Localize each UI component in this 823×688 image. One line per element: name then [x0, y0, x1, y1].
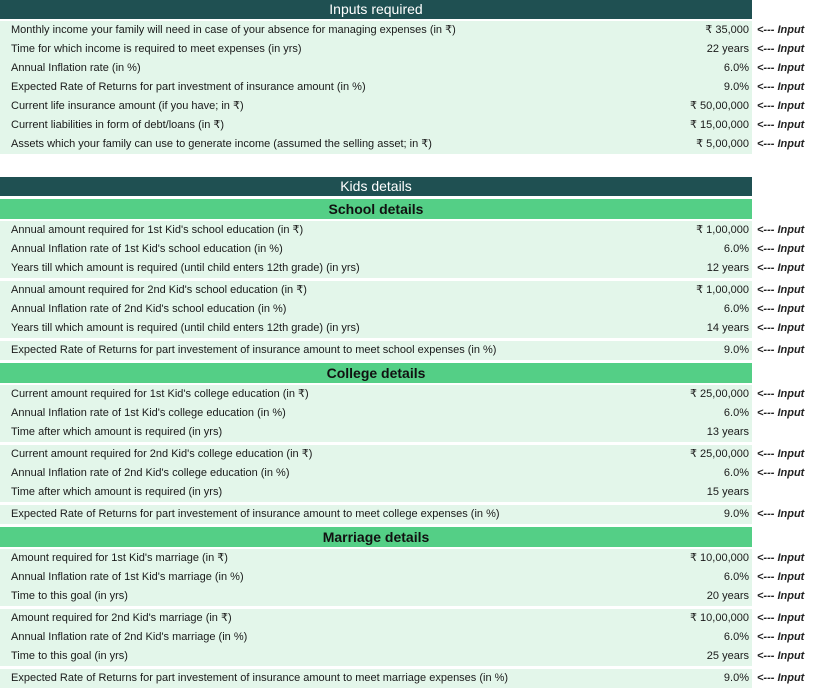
school-row-label: Annual amount required for 1st Kid's school education (in ₹)	[11, 224, 304, 236]
school-row	[0, 281, 752, 300]
inputs-row-value[interactable]: 9.0%	[723, 81, 749, 93]
input-indicator: <--- Input	[757, 672, 805, 684]
inputs-row-value[interactable]: ₹ 35,000	[705, 24, 749, 36]
kids-details-header: Kids details	[0, 177, 752, 196]
marriage-row-value[interactable]: ₹ 10,00,000	[690, 612, 749, 624]
school-row-value[interactable]: ₹ 1,00,000	[696, 284, 749, 296]
inputs-row	[0, 78, 752, 97]
school-row	[0, 240, 752, 259]
inputs-row-label: Assets which your family can use to generate income (assumed the selling asset; in ₹)	[11, 138, 432, 150]
school-row	[0, 319, 752, 338]
marriage-details-header: Marriage details	[0, 527, 752, 547]
marriage-row	[0, 647, 752, 666]
input-indicator: <--- Input	[757, 62, 805, 74]
school-details-header: School details	[0, 199, 752, 219]
input-indicator: <--- Input	[757, 303, 805, 315]
inputs-row-label: Time for which income is required to meet expenses (in yrs)	[11, 43, 302, 55]
input-indicator: <--- Input	[757, 631, 805, 643]
marriage-row	[0, 609, 752, 628]
input-indicator: <--- Input	[757, 262, 805, 274]
school-row-label: Annual Inflation rate of 2nd Kid's school education (in %)	[11, 303, 287, 315]
marriage-row-value[interactable]: 6.0%	[723, 571, 749, 583]
marriage-row-value[interactable]: 25 years	[706, 650, 749, 662]
college-row-value[interactable]: ₹ 25,00,000	[690, 388, 749, 400]
marriage-row	[0, 628, 752, 647]
input-indicator: <--- Input	[757, 590, 805, 602]
marriage-row-label: Amount required for 2nd Kid's marriage (in ₹)	[11, 612, 232, 624]
college-row-value[interactable]: 13 years	[706, 426, 749, 438]
inputs-row	[0, 97, 752, 116]
marriage-row	[0, 587, 752, 606]
inputs-row	[0, 135, 752, 154]
marriage-row	[0, 568, 752, 587]
input-indicator: <--- Input	[757, 552, 805, 564]
college-row	[0, 445, 752, 464]
marriage-row-label: Annual Inflation rate of 1st Kid's marriage (in %)	[11, 571, 244, 583]
input-indicator: <--- Input	[757, 388, 805, 400]
marriage-row	[0, 669, 752, 688]
college-row-label: Current amount required for 2nd Kid's college education (in ₹)	[11, 448, 313, 460]
input-indicator: <--- Input	[757, 81, 805, 93]
college-row-value[interactable]: 9.0%	[723, 508, 749, 520]
input-indicator: <--- Input	[757, 467, 805, 479]
input-indicator: <--- Input	[757, 224, 805, 236]
college-row	[0, 483, 752, 502]
school-row-value[interactable]: ₹ 1,00,000	[696, 224, 749, 236]
input-indicator: <--- Input	[757, 612, 805, 624]
marriage-row-label: Amount required for 1st Kid's marriage (in ₹)	[11, 552, 228, 564]
college-details-header: College details	[0, 363, 752, 383]
marriage-row-label: Time to this goal (in yrs)	[11, 590, 128, 602]
inputs-row	[0, 59, 752, 78]
college-row-label: Annual Inflation rate of 2nd Kid's college education (in %)	[11, 467, 290, 479]
school-row-label: Years till which amount is required (until child enters 12th grade) (in yrs)	[11, 322, 360, 334]
school-row-value[interactable]: 6.0%	[723, 243, 749, 255]
school-row-value[interactable]: 14 years	[706, 322, 749, 334]
marriage-row-label: Annual Inflation rate of 2nd Kid's marriage (in %)	[11, 631, 248, 643]
school-row-label: Annual Inflation rate of 1st Kid's school education (in %)	[11, 243, 283, 255]
inputs-row-value[interactable]: ₹ 50,00,000	[690, 100, 749, 112]
inputs-row	[0, 21, 752, 40]
inputs-row-label: Expected Rate of Returns for part investment of insurance amount (in %)	[11, 81, 366, 93]
inputs-row-label: Current life insurance amount (if you have; in ₹)	[11, 100, 244, 112]
college-row-value[interactable]: 15 years	[706, 486, 749, 498]
college-row-label: Time after which amount is required (in yrs)	[11, 486, 223, 498]
marriage-row-label: Expected Rate of Returns for part investement of insurance amount to meet marriage expenses (in %)	[11, 672, 509, 684]
input-indicator: <--- Input	[757, 138, 805, 150]
school-row-label: Expected Rate of Returns for part investement of insurance amount to meet school expenses (in %)	[11, 344, 497, 356]
input-indicator: <--- Input	[757, 344, 805, 356]
school-row-value[interactable]: 9.0%	[723, 344, 749, 356]
school-row-value[interactable]: 6.0%	[723, 303, 749, 315]
input-indicator: <--- Input	[757, 119, 805, 131]
college-row	[0, 423, 752, 442]
input-indicator: <--- Input	[757, 508, 805, 520]
college-row	[0, 464, 752, 483]
college-row	[0, 385, 752, 404]
input-indicator: <--- Input	[757, 448, 805, 460]
marriage-row	[0, 549, 752, 568]
school-row-label: Annual amount required for 2nd Kid's school education (in ₹)	[11, 284, 307, 296]
college-row-value[interactable]: 6.0%	[723, 407, 749, 419]
marriage-row-value[interactable]: 6.0%	[723, 631, 749, 643]
school-row	[0, 221, 752, 240]
inputs-row-label: Current liabilities in form of debt/loans (in ₹)	[11, 119, 225, 131]
input-indicator: <--- Input	[757, 100, 805, 112]
college-row-label: Time after which amount is required (in yrs)	[11, 426, 223, 438]
marriage-row-value[interactable]: ₹ 10,00,000	[690, 552, 749, 564]
inputs-row-value[interactable]: ₹ 5,00,000	[696, 138, 749, 150]
school-row-value[interactable]: 12 years	[706, 262, 749, 274]
input-indicator: <--- Input	[757, 571, 805, 583]
input-indicator: <--- Input	[757, 243, 805, 255]
input-indicator: <--- Input	[757, 43, 805, 55]
school-row	[0, 341, 752, 360]
inputs-row	[0, 116, 752, 135]
input-indicator: <--- Input	[757, 650, 805, 662]
college-row	[0, 505, 752, 524]
school-row	[0, 300, 752, 319]
school-row-label: Years till which amount is required (until child enters 12th grade) (in yrs)	[11, 262, 360, 274]
input-indicator: <--- Input	[757, 322, 805, 334]
marriage-row-label: Time to this goal (in yrs)	[11, 650, 128, 662]
marriage-row-value[interactable]: 9.0%	[723, 672, 749, 684]
marriage-row-value[interactable]: 20 years	[706, 590, 749, 602]
input-indicator: <--- Input	[757, 407, 805, 419]
inputs-row-label: Annual Inflation rate (in %)	[11, 62, 141, 74]
input-indicator: <--- Input	[757, 24, 805, 36]
college-row	[0, 404, 752, 423]
inputs-row	[0, 40, 752, 59]
college-row-label: Annual Inflation rate of 1st Kid's college education (in %)	[11, 407, 286, 419]
inputs-row-value[interactable]: 6.0%	[723, 62, 749, 74]
school-row	[0, 259, 752, 278]
college-row-value[interactable]: ₹ 25,00,000	[690, 448, 749, 460]
college-row-label: Expected Rate of Returns for part investement of insurance amount to meet college expenses (in %)	[11, 508, 500, 520]
input-indicator: <--- Input	[757, 284, 805, 296]
inputs-row-label: Monthly income your family will need in case of your absence for managing expenses (in ₹)	[11, 24, 456, 36]
college-row-value[interactable]: 6.0%	[723, 467, 749, 479]
inputs-row-value[interactable]: 22 years	[706, 43, 749, 55]
college-row-label: Current amount required for 1st Kid's college education (in ₹)	[11, 388, 309, 400]
inputs-required-header: Inputs required	[0, 0, 752, 19]
inputs-row-value[interactable]: ₹ 15,00,000	[690, 119, 749, 131]
